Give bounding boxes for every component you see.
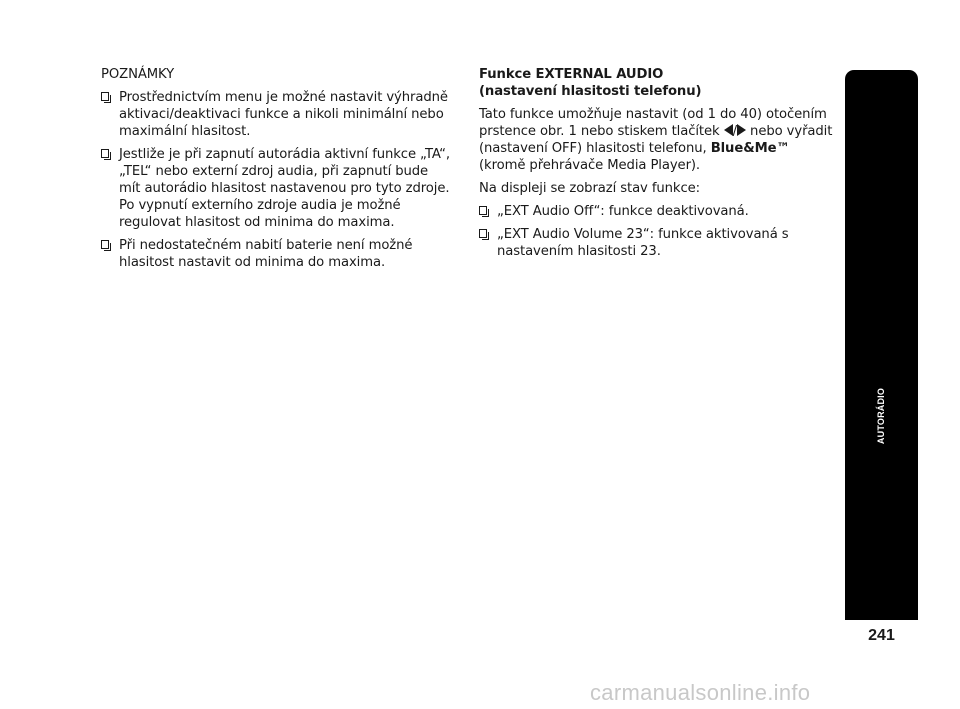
note-text: Jestliže je při zapnutí autorádia aktivní funkce „TA“, „TEL“ nebo externí zdroj audia, při zapnutí bude mít autorádio hlasitost nastavenou pro tyto zdroje. Po vypnutí externího zdroje audia je možné regulovat hlasitost od minima do maxima. [119, 147, 450, 230]
description-text-a: Tato funkce umožňuje nastavit (od 1 do 40) otočením prstence obr. 1 nebo stiskem tlačítek [479, 107, 827, 139]
page-number: 241 [868, 627, 895, 644]
checkbox-bullet-icon [479, 206, 487, 215]
status-item [479, 203, 834, 220]
note-item [101, 89, 453, 140]
section-title-line2: (nastavení hlasitosti telefonu) [479, 84, 702, 99]
display-status-intro: Na displeji se zobrazí stav funkce: [479, 181, 700, 196]
right-column [479, 66, 834, 266]
note-text: Při nedostatečném nabití baterie není možné hlasitost nastavit od minima do maxima. [119, 238, 413, 270]
note-text: Prostřednictvím menu je možné nastavit výhradně aktivaci/deaktivaci funkce a nikoli minimální nebo maximální hlasitost. [119, 90, 448, 139]
left-column [101, 66, 453, 277]
section-title-line1: Funkce EXTERNAL AUDIO [479, 67, 664, 82]
note-item [101, 237, 453, 271]
left-arrow-icon [724, 124, 733, 136]
section-title [479, 66, 834, 100]
brand-name: Blue&Me™ [710, 141, 790, 156]
section-tab-label: AUTORÁDIO [876, 387, 886, 445]
status-text: „EXT Audio Off“: funkce deaktivovaná. [497, 204, 749, 219]
note-item [101, 146, 453, 231]
checkbox-bullet-icon [101, 149, 109, 158]
checkbox-bullet-icon [479, 229, 487, 238]
checkbox-bullet-icon [101, 240, 109, 249]
description-text-c: (kromě přehrávače Media Player). [479, 158, 701, 173]
description-text-b: nebo vyřadit (nastavení OFF) hlasitosti telefonu, [479, 124, 833, 156]
notes-heading: POZNÁMKY [101, 67, 175, 82]
status-text: „EXT Audio Volume 23“: funkce aktivovaná s nastavením hlasitosti 23. [497, 227, 789, 259]
right-arrow-icon [737, 124, 746, 136]
section-tab [845, 70, 918, 620]
status-item [479, 226, 834, 260]
checkbox-bullet-icon [101, 92, 109, 101]
watermark: carmanualsonline.info [590, 680, 811, 705]
arrow-separator: / [732, 124, 737, 139]
description-paragraph [479, 106, 834, 174]
